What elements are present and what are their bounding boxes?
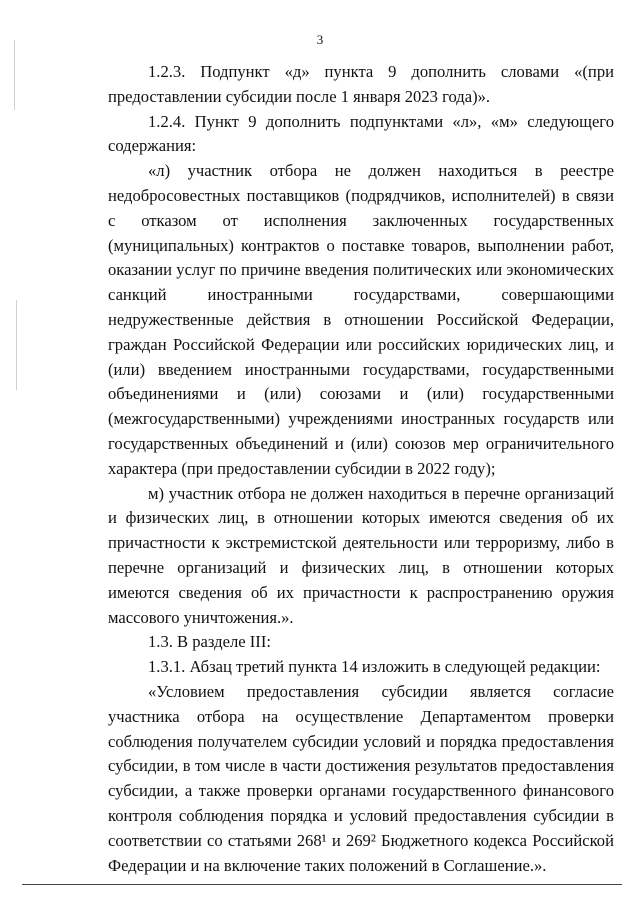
bottom-divider <box>22 884 622 885</box>
document-body <box>108 60 614 878</box>
scan-margin-mark <box>16 300 17 390</box>
page-number: 3 <box>316 32 324 47</box>
paragraph-subitem-m: м) участник отбора не должен находиться в перечне организаций и физических лиц, в отношении которых имеются сведения об их причастности к экстремистской деятельности или терроризму, либо в перечне организаций и физических лиц, в отношении которых имеются сведения об их причастности к распространению оружия массового уничтожения.». <box>108 483 614 627</box>
paragraph-subitem-l: «л) участник отбора не должен находиться в реестре недобросовестных поставщиков (подрядчиков, исполнителей) в связи с отказом от исполнения заключенных государственных (муниципальных) контрактов о поставке товаров, выполнении работ, оказании услуг по причине введения политических или экономических санкций иностранными государствами, совершающими недружественные действия в отношении Российской Федерации, граждан Российской Федерации или российских юридических лиц, и (или) введением иностранными государствами, государственными объединениями и (или) союзами и (или) государственными (межгосударственными) учреждениями иностранных государств или государственных объединений и (или) союзов мер ограничительного характера (при предоставлении субсидии в 2022 году); <box>108 161 614 478</box>
scan-margin-mark <box>14 40 15 110</box>
paragraph-1-3-1: 1.3.1. Абзац третий пункта 14 изложить в следующей редакции: <box>148 657 601 677</box>
paragraph-1-2-3: 1.2.3. Подпункт «д» пункта 9 дополнить словами «(при предоставлении субсидии после 1 января 2023 года)». <box>108 62 614 106</box>
paragraph-1-2-4: 1.2.4. Пункт 9 дополнить подпунктами «л», «м» следующего содержания: <box>108 111 614 156</box>
paragraph-quoted-condition: «Условием предоставления субсидии является согласие участника отбора на осуществление Департаментом проверки соблюдения получателем субсидии условий и порядка предоставления субсидии, в том числе в части достижения результатов предоставления субсидии, а также проверки органами государственного финансового контроля соблюдения порядка и условий предоставления субсидии в соответствии со статьями 268¹ и 269² Бюджетного кодекса Российской Федерации и на включение таких положений в Соглашение.». <box>108 681 614 875</box>
paragraph-1-3: 1.3. В разделе III: <box>148 632 271 652</box>
